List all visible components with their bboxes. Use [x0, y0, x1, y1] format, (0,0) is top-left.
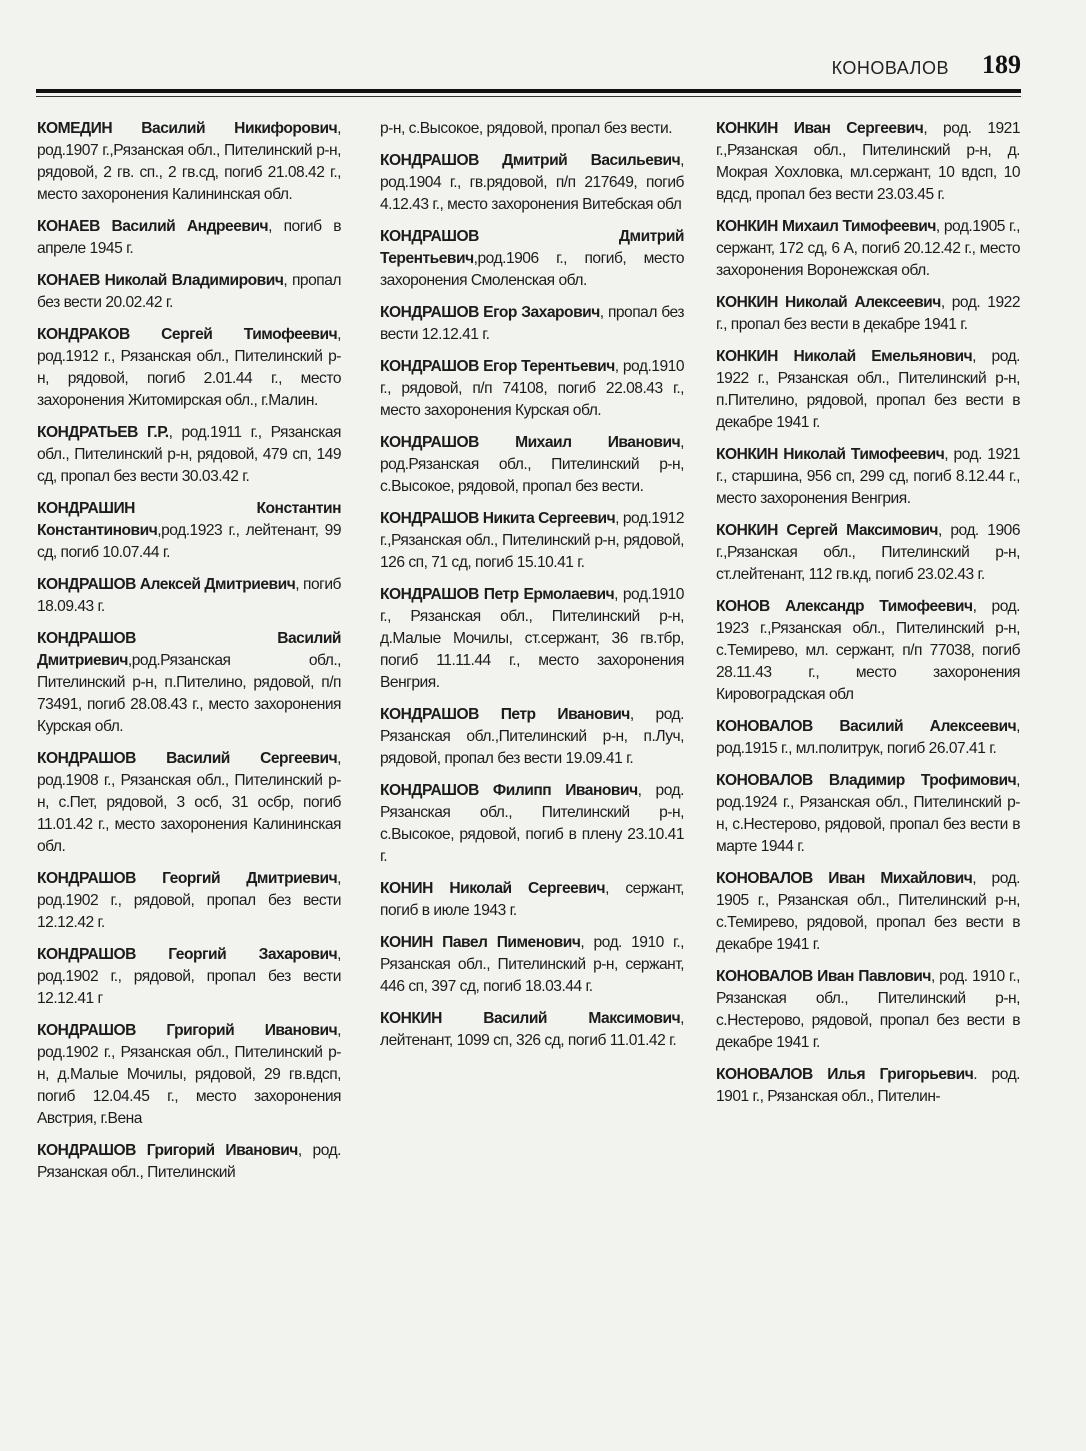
record-entry — [716, 1064, 1020, 1108]
record-details: , род. Рязанская обл., Пителинский — [37, 1142, 341, 1181]
record-details: ,род.1923 г., лейтенант, 99 сд, погиб 10.07.44 г. — [37, 522, 341, 561]
record-entry — [380, 584, 684, 694]
record-details: , род.Рязанская обл., Пителинский р-н, с.Высокое, рядовой, пропал без вести. — [380, 434, 684, 495]
record-details: , род. 1922 г., пропал без вести в декабре 1941 г. — [716, 294, 1020, 333]
record-entry — [716, 346, 1020, 434]
record-entry — [380, 780, 684, 868]
record-details: , род.1908 г., Рязанская обл., Пителинский р-н, с.Пет, рядовой, 3 осб, 31 осбр, погиб 11.01.42 г., место захоронения Калининская обл. — [37, 750, 341, 855]
record-entry — [380, 508, 684, 574]
person-name: КОНДРАШОВ Михаил Иванович — [380, 434, 681, 451]
person-name: КОНКИН Михаил Тимофеевич — [716, 218, 936, 235]
page-number: 189 — [982, 50, 1021, 79]
record-details: , пропал без вести 12.12.41 г. — [380, 304, 684, 343]
person-name: КОНДРАШОВ Дмитрий Терентьевич — [380, 228, 684, 267]
record-entry — [37, 498, 341, 564]
record-details: , род.1910 г., рядовой, п/п 74108, погиб 22.08.43 г., место захоронения Курская обл. — [380, 358, 684, 419]
record-entry — [380, 932, 684, 998]
person-name: КОНДРАШОВ Григорий Иванович — [37, 1022, 338, 1039]
record-entry — [37, 1140, 341, 1184]
record-details: , род.1912 г., Рязанская обл., Пителинский р-н, рядовой, погиб 2.01.44 г., место захоронения Житомирская обл., г.Малин. — [37, 326, 341, 409]
person-name: КОНКИН Сергей Максимович — [716, 522, 938, 539]
record-entry — [716, 216, 1020, 282]
record-details: , род. Рязанская обл.,Пителинский р-н, п.Луч, рядовой, пропал без вести 19.09.41 г. — [380, 706, 684, 767]
record-entry — [380, 1008, 684, 1052]
person-name: КОНДРАШОВ Григорий Иванович — [37, 1142, 298, 1159]
record-details: , род.1924 г., Рязанская обл., Пителинский р-н, с.Нестерово, рядовой, пропал без вести в марте 1944 г. — [716, 772, 1020, 855]
person-name: КОНДРАШОВ Алексей Дмитриевич — [37, 576, 296, 593]
record-details: , род.1911 г., Рязанская обл., Пителинский р-н, рядовой, 479 сп, 149 сд, пропал без вести 30.03.42 г. — [37, 424, 341, 485]
record-entry — [380, 704, 684, 770]
person-name: КОНАЕВ Василий Андреевич — [37, 218, 269, 235]
person-name: КОНДРАШОВ Василий Дмитриевич — [37, 630, 341, 669]
record-details: , род. 1906 г.,Рязанская обл., Пителинский р-н, ст.лейтенант, 112 гв.кд, погиб 23.02.43 г. — [716, 522, 1020, 583]
header-rule-thin — [36, 96, 1021, 97]
record-entry — [716, 770, 1020, 858]
person-name: КОМЕДИН Василий Никифорович — [37, 120, 338, 137]
record-details: , род. 1905 г., Рязанская обл., Пителинский р-н, с.Темирево, рядовой, пропал без вести в декабре 1941 г. — [716, 870, 1020, 953]
record-details: , род. Рязанская обл., Пителинский р-н, с.Высокое, рядовой, погиб в плену 23.10.41 г. — [380, 782, 684, 865]
record-entry — [37, 628, 341, 738]
text-column-2 — [380, 118, 684, 1062]
record-entry — [380, 226, 684, 292]
person-name: КОНОВ Александр Тимофеевич — [716, 598, 973, 615]
record-entry — [380, 356, 684, 422]
text-column-1 — [37, 118, 341, 1194]
person-name: КОНОВАЛОВ Иван Павлович — [716, 968, 931, 985]
record-entry — [716, 868, 1020, 956]
record-entry — [380, 118, 684, 140]
record-details: , род. 1923 г.,Рязанская обл., Пителинский р-н, с.Темирево, мл. сержант, п/п 77038, погиб 28.11.43 г., место захоронения Кировоградская обл — [716, 598, 1020, 703]
person-name: КОНКИН Николай Емельянович — [716, 348, 973, 365]
person-name: КОНДРАТЬЕВ Г.Р. — [37, 424, 169, 441]
person-name: КОНКИН Николай Тимофеевич — [716, 446, 945, 463]
person-name: КОНОВАЛОВ Иван Михайлович — [716, 870, 973, 887]
record-details: , род.1904 г., гв.рядовой, п/п 217649, погиб 4.12.43 г., место захоронения Витебская обл — [380, 152, 684, 213]
record-details: , сержант, погиб в июле 1943 г. — [380, 880, 684, 919]
person-name: КОНДРАШОВ Василий Сергеевич — [37, 750, 338, 767]
record-entry — [380, 878, 684, 922]
record-entry — [716, 596, 1020, 706]
person-name: КОНДРАШОВ Егор Захарович — [380, 304, 600, 321]
record-details: р-н, с.Высокое, рядовой, пропал без вести. — [380, 120, 673, 137]
person-name: КОНДРАШОВ Никита Сергеевич — [380, 510, 616, 527]
record-entry — [37, 574, 341, 618]
record-details: , лейтенант, 1099 сп, 326 сд, погиб 11.01.42 г. — [380, 1010, 684, 1049]
record-entry — [380, 302, 684, 346]
record-details: ,род.Рязанская обл., Пителинский р-н, п.Пителино, рядовой, п/п 73491, погиб 28.08.43 г., место захоронения Курская обл. — [37, 652, 341, 735]
record-entry — [37, 868, 341, 934]
record-details: , род. 1921 г.,Рязанская обл., Пителинский р-н, д. Мокрая Хохловка, мл.сержант, 10 вдсп, 10 вдсд, пропал без вести 23.03.45 г. — [716, 120, 1021, 203]
record-entry — [716, 444, 1020, 510]
record-details: , род.1915 г., мл.политрук, погиб 26.07.41 г. — [716, 718, 1020, 757]
record-details: , род.1910 г., Рязанская обл., Пителинский р-н, д.Малые Мочилы, ст.сержант, 36 гв.тбр, погиб 11.11.44 г., место захоронения Венгрия. — [380, 586, 684, 691]
person-name: КОНДРАШОВ Филипп Иванович — [380, 782, 638, 799]
header-rule-thick — [36, 89, 1021, 93]
record-entry — [716, 716, 1020, 760]
person-name: КОНДРАШОВ Георгий Захарович — [37, 946, 338, 963]
record-entry — [380, 150, 684, 216]
person-name: КОНДРАШОВ Георгий Дмитриевич — [37, 870, 338, 887]
record-entry — [37, 1020, 341, 1130]
record-entry — [37, 118, 341, 206]
record-details: , род. 1921 г., старшина, 956 сп, 299 сд, погиб 8.12.44 г., место захоронения Венгрия. — [716, 446, 1020, 507]
person-name: КОНИН Николай Сергеевич — [380, 880, 606, 897]
record-details: , род.1907 г.,Рязанская обл., Пителинский р-н, рядовой, 2 гв. сп., 2 гв.сд, погиб 21.08.42 г., место захоронения Калининская обл. — [37, 120, 341, 203]
record-entry — [716, 966, 1020, 1054]
person-name: КОНДРАШОВ Егор Терентьевич — [380, 358, 615, 375]
person-name: КОНКИН Василий Максимович — [380, 1010, 681, 1027]
record-details: , погиб 18.09.43 г. — [37, 576, 341, 615]
record-entry — [37, 216, 341, 260]
record-entry — [37, 748, 341, 858]
record-details: , пропал без вести 20.02.42 г. — [37, 272, 341, 311]
person-name: КОНОВАЛОВ Василий Алексеевич — [716, 718, 1017, 735]
person-name: КОНКИН Иван Сергеевич — [716, 120, 924, 137]
person-name: КОНДРАКОВ Сергей Тимофеевич — [37, 326, 338, 343]
record-details: , род. 1910 г., Рязанская обл., Пителинский р-н, с.Нестерово, рядовой, пропал без вести в декабре 1941 г. — [716, 968, 1020, 1051]
record-entry — [37, 944, 341, 1010]
record-details: , род.1912 г.,Рязанская обл., Пителинский р-н, рядовой, 126 сп, 71 сд, погиб 15.10.41 г. — [380, 510, 684, 571]
record-details: ,род.1906 г., погиб, место захоронения Смоленская обл. — [380, 250, 684, 289]
record-details: , род. 1922 г., Рязанская обл., Пителинский р-н, п.Пителино, рядовой, пропал без вести в декабре 1941 г. — [716, 348, 1020, 431]
record-details: , погиб в апреле 1945 г. — [37, 218, 341, 257]
record-entry — [37, 270, 341, 314]
record-entry — [37, 422, 341, 488]
record-entry — [37, 324, 341, 412]
record-details: . род. 1901 г., Рязанская обл., Пителин- — [716, 1066, 1020, 1105]
record-entry — [716, 520, 1020, 586]
person-name: КОНОВАЛОВ Илья Григорьевич — [716, 1066, 974, 1083]
person-name: КОНДРАШОВ Петр Иванович — [380, 706, 630, 723]
record-details: , род.1902 г., рядовой, пропал без вести 12.12.41 г — [37, 946, 341, 1007]
record-entry — [716, 292, 1020, 336]
person-name: КОНАЕВ Николай Владимирович — [37, 272, 284, 289]
record-details: , род.1902 г., рядовой, пропал без вести 12.12.42 г. — [37, 870, 341, 931]
person-name: КОНДРАШОВ Дмитрий Васильевич — [380, 152, 681, 169]
person-name: КОНКИН Николай Алексеевич — [716, 294, 941, 311]
record-entry — [716, 118, 1020, 206]
page-header — [36, 50, 1021, 90]
record-details: , род.1902 г., Рязанская обл., Пителинский р-н, д.Малые Мочилы, рядовой, 29 гв.вдсп, погиб 12.04.45 г., место захоронения Австрия, г.Вена — [37, 1022, 341, 1127]
person-name: КОНОВАЛОВ Владимир Трофимович — [716, 772, 1017, 789]
text-column-3 — [716, 118, 1020, 1118]
person-name: КОНИН Павел Пименович — [380, 934, 581, 951]
person-name: КОНДРАШОВ Петр Ермолаевич — [380, 586, 615, 603]
person-name: КОНДРАШИН Константин Константинович — [37, 500, 341, 539]
record-details: , род.1905 г., сержант, 172 сд, 6 А, погиб 20.12.42 г., место захоронения Воронежская обл. — [716, 218, 1020, 279]
running-title: КОНОВАЛОВ — [831, 58, 949, 78]
record-details: , род. 1910 г., Рязанская обл., Пителинский р-н, сержант, 446 сп, 397 сд, погиб 18.03.44 г. — [380, 934, 684, 995]
record-entry — [380, 432, 684, 498]
